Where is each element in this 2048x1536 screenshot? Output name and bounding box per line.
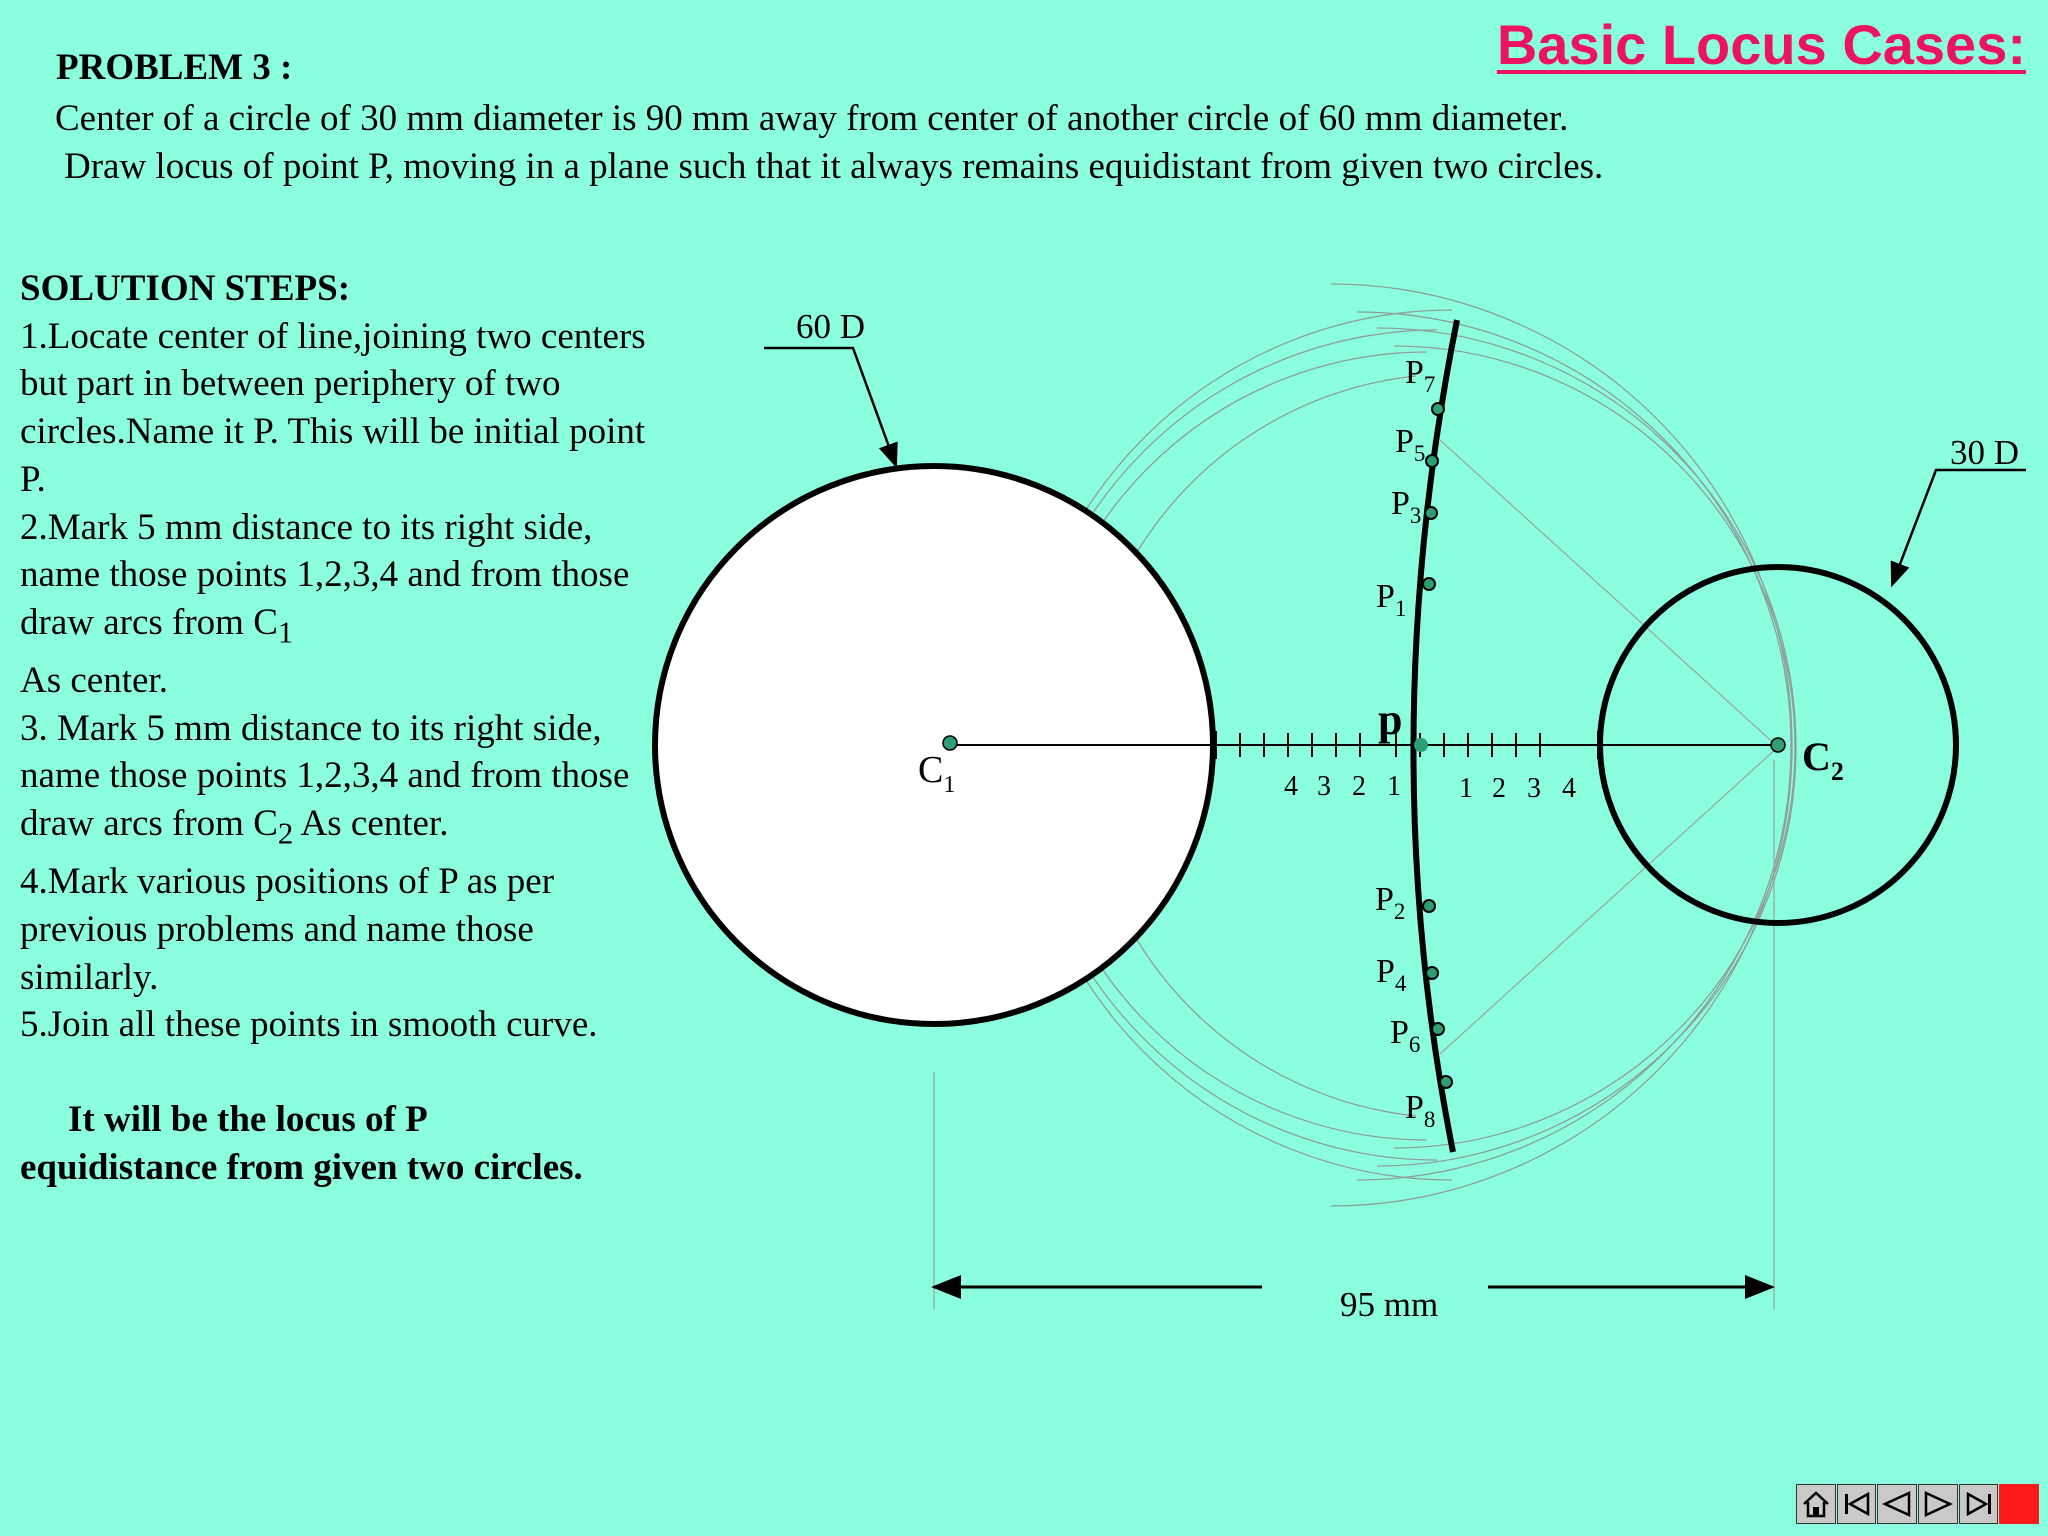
first-slide-button[interactable]: [1837, 1484, 1877, 1524]
label-c1-main: C: [918, 749, 944, 791]
locus-point-label: [1375, 881, 1405, 924]
conclusion-line-1: It will be the locus of P: [68, 1099, 428, 1141]
home-button[interactable]: [1796, 1484, 1836, 1524]
locus-point-label-main: P: [1391, 485, 1410, 522]
locus-point-label: [1405, 1089, 1435, 1132]
solution-heading: SOLUTION STEPS:: [20, 268, 351, 309]
tick-label: 4: [1562, 773, 1576, 804]
last-slide-button[interactable]: [1959, 1484, 1999, 1524]
tick-label: 1: [1387, 771, 1401, 802]
label-point-p: p: [1378, 695, 1403, 744]
conclusion-line-2: equidistance from given two circles.: [20, 1146, 583, 1188]
locus-point-label-main: P: [1376, 953, 1395, 990]
center-c1-dot: [943, 736, 957, 750]
locus-point-label-main: P: [1375, 881, 1394, 918]
step-2-subscript: 1: [277, 615, 294, 650]
step-4: 4.Mark various positions of P as per previous problems and name those similarly.: [20, 861, 555, 998]
label-c1-sub: 1: [943, 772, 956, 798]
tick-labels-left: [1284, 771, 1401, 802]
tick-label: 2: [1492, 773, 1506, 804]
locus-point-label: [1395, 423, 1425, 466]
locus-point-label-main: P: [1405, 354, 1424, 391]
dimension-label: 95 mm: [1340, 1285, 1439, 1324]
step-5: 5.Join all these points in smooth curve.: [20, 1004, 598, 1046]
tick-labels-right: [1459, 773, 1576, 804]
slide-navigation: [1796, 1484, 2040, 1526]
locus-point-label-main: P: [1405, 1089, 1424, 1126]
previous-slide-button[interactable]: [1877, 1484, 1917, 1524]
last-slide-icon: [1964, 1490, 1994, 1518]
tick-label: 4: [1284, 771, 1298, 802]
locus-point-label-sub: 6: [1408, 1032, 1421, 1057]
locus-point-label-sub: 3: [1409, 503, 1422, 528]
point-p-dot: [1414, 738, 1428, 752]
locus-point-label: [1376, 578, 1406, 621]
label-30d: 30 D: [1950, 433, 2020, 472]
locus-point-label: [1391, 485, 1421, 528]
next-slide-icon: [1923, 1490, 1953, 1518]
problem-statement-line-1: Center of a circle of 30 mm diameter is 90 mm away from center of another circle of 60 mm diameter.: [55, 98, 1569, 139]
step-1: 1.Locate center of line,joining two centers but part in between periphery of two circles.Name it P. This will be initial point P.: [20, 315, 646, 500]
slide-title: Basic Locus Cases:: [1496, 13, 2026, 76]
label-c2-main: C: [1802, 734, 1831, 779]
home-icon: [1801, 1490, 1831, 1518]
end-show-button[interactable]: [1999, 1484, 2039, 1524]
locus-point-label-sub: 4: [1394, 971, 1407, 996]
locus-point-label-sub: 7: [1423, 372, 1436, 397]
step-3-tail: As center.: [293, 803, 449, 845]
previous-slide-icon: [1882, 1490, 1912, 1518]
label-c2: [1802, 734, 1844, 786]
locus-point-label-sub: 5: [1413, 441, 1426, 466]
tick-label: 2: [1352, 771, 1366, 802]
next-slide-button[interactable]: [1918, 1484, 1958, 1524]
center-c2-dot: [1771, 738, 1785, 752]
locus-point-label-main: P: [1395, 423, 1414, 460]
locus-point-label: [1390, 1014, 1420, 1057]
label-60d: 60 D: [796, 307, 866, 346]
locus-point-label: [1376, 953, 1407, 996]
locus-point-label-sub: 1: [1394, 596, 1407, 621]
tick-label: 3: [1527, 773, 1541, 804]
label-c2-sub: 2: [1830, 757, 1844, 786]
step-3-subscript: 2: [277, 816, 294, 851]
first-slide-icon: [1842, 1490, 1872, 1518]
problem-statement-line-2: Draw locus of point P, moving in a plane such that it always remains equidistant from given two circles.: [64, 146, 1604, 187]
locus-point-label-main: P: [1376, 578, 1395, 615]
locus-point-label-sub: 8: [1423, 1107, 1436, 1132]
problem-heading: PROBLEM 3 :: [56, 47, 293, 88]
step-3-text: 3. Mark 5 mm distance to its right side, name those points 1,2,3,4 and from those draw arcs from C: [20, 707, 630, 845]
tick-label: 3: [1317, 771, 1331, 802]
tick-label: 1: [1459, 773, 1473, 804]
step-2-tail: As center.: [20, 660, 168, 702]
locus-point-label: [1405, 354, 1435, 397]
locus-point-label-sub: 2: [1393, 899, 1406, 924]
step-2-text: 2.Mark 5 mm distance to its right side, name those points 1,2,3,4 and from those draw arcs from C: [20, 506, 630, 643]
locus-point-label-main: P: [1390, 1014, 1409, 1051]
